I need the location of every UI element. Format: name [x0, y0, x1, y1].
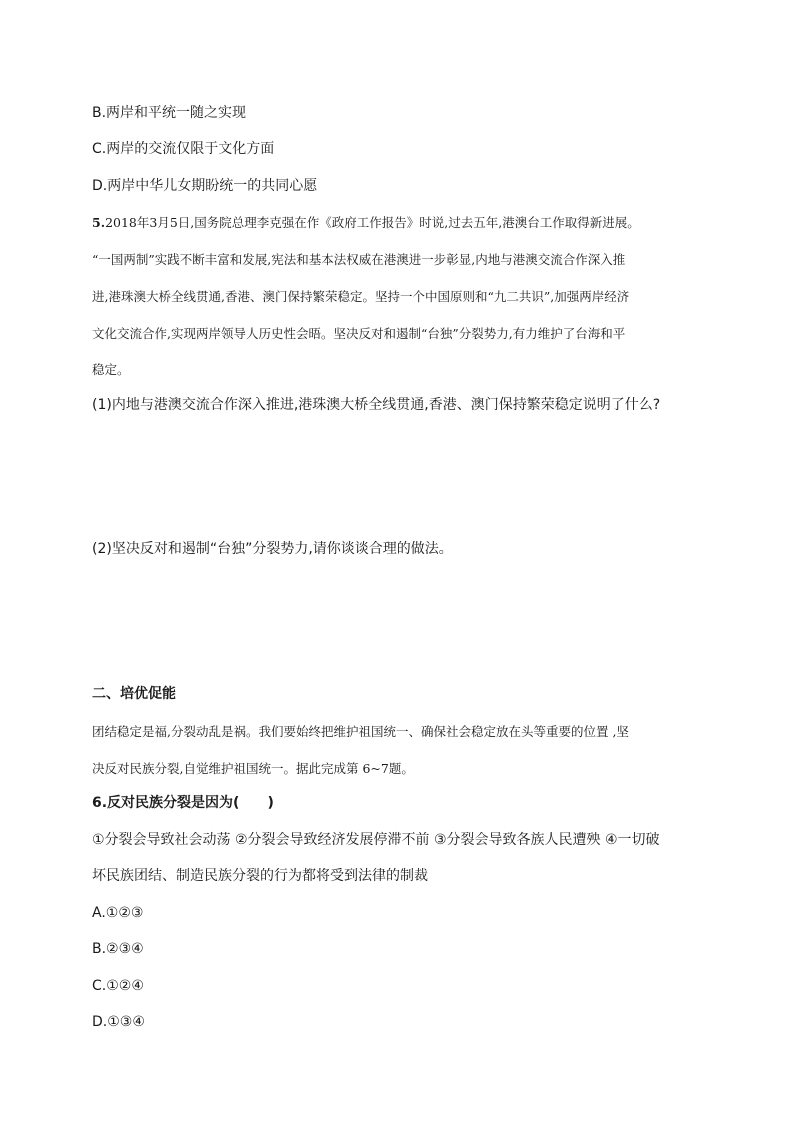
q4-option-d: D.两岸中华儿女期盼统一的共同心愿: [92, 178, 318, 194]
q5-subquestion-2: (2)坚决反对和遏制“台独”分裂势力,请你谈谈合理的做法。: [92, 541, 453, 557]
section-2-intro-line-1: 团结稳定是福,分裂动乱是祸。我们要始终把维护祖国统一、确保社会稳定放在头等重要的位置 ,坚: [92, 724, 629, 739]
q5-material-line-3: 进,港珠澳大桥全线贯通,香港、澳门保持繁荣稳定。坚持一个中国原则和“九二共识”,加强两岸经济: [92, 289, 630, 304]
q5-material-line-4: 文化交流合作,实现两岸领导人历史性会晤。坚决反对和遏制“台独”分裂势力,有力维护了台海和平: [92, 326, 626, 341]
q6-statements-line-1: ①分裂会导致社会动荡 ②分裂会导致经济发展停滞不前 ③分裂会导致各族人民遭殃 ④一切破: [92, 832, 660, 848]
q4-option-c: C.两岸的交流仅限于文化方面: [92, 141, 275, 157]
section-2-heading: 二、培优促能: [92, 686, 176, 702]
q4-option-b: B.两岸和平统一随之实现: [92, 105, 247, 121]
q6-option-a: A.①②③: [92, 905, 144, 921]
q5-material-line-5: 稳定。: [92, 362, 130, 377]
q5-number: 5.: [92, 215, 106, 230]
q6-statements-line-2: 坏民族团结、制造民族分裂的行为都将受到法律的制裁: [92, 868, 428, 884]
q6-stem: [92, 793, 274, 813]
q6-option-c: C.①②④: [92, 978, 144, 994]
q6-option-d: D.①③④: [92, 1014, 145, 1030]
q5-subquestion-1: (1)内地与港澳交流合作深入推进,港珠澳大桥全线贯通,香港、澳门保持繁荣稳定说明了什么?: [92, 397, 661, 413]
q5-material-text-1: 2018年3月5日,国务院总理李克强在作《政府工作报告》时说,过去五年,港澳台工作取得新进展。: [105, 215, 640, 230]
section-2-intro-line-2: 决反对民族分裂,自觉维护祖国统一。据此完成第 6~7题。: [92, 761, 414, 776]
q6-option-b: B.②③④: [92, 941, 144, 957]
q5-material-line-1: [92, 213, 640, 233]
q6-stem-text: 6.反对民族分裂是因为( ): [92, 795, 274, 811]
q5-material-line-2: “一国两制”实践不断丰富和发展,宪法和基本法权威在港澳进一步彰显,内地与港澳交流合作深入推: [92, 252, 626, 267]
